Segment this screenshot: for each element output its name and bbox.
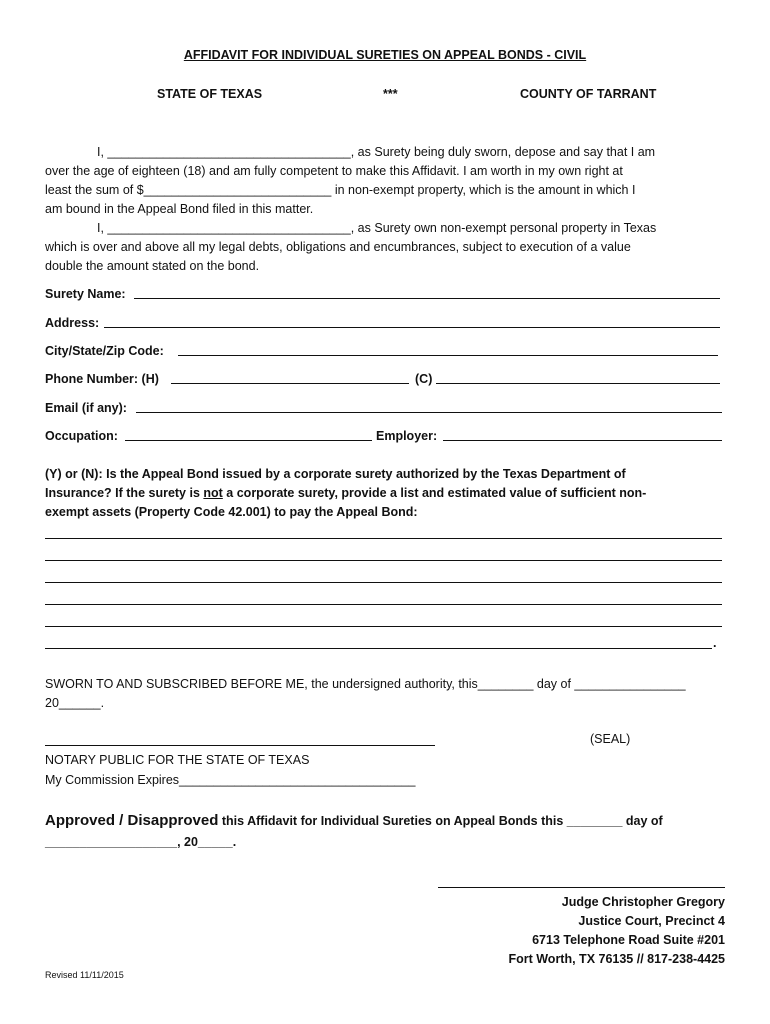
paragraph-1-line-1: I, ___________________________________, as Surety being duly sworn, depose and say that I am: [97, 145, 656, 159]
employer-field[interactable]: [443, 440, 722, 441]
judge-name: Judge Christopher Gregory: [561, 895, 725, 909]
address-field[interactable]: [104, 327, 720, 328]
address-label: Address:: [45, 316, 100, 330]
email-field[interactable]: [136, 412, 722, 413]
asset-line-5[interactable]: [45, 626, 722, 627]
city-state-zip-field[interactable]: [178, 355, 718, 356]
phone-home-label: Phone Number: (H): [45, 372, 159, 386]
city-state-zip-label: City/State/Zip Code:: [45, 344, 164, 358]
sworn-statement: [45, 675, 686, 713]
paragraph-1-line-4: am bound in the Appeal Bond filed in this matter.: [45, 202, 314, 216]
paragraph-1-line-2: over the age of eighteen (18) and am fully competent to make this Affidavit. I am worth in my own right at: [45, 164, 623, 178]
notary-block: [45, 750, 415, 790]
judge-block: [508, 893, 725, 969]
phone-cell-label: (C): [415, 372, 433, 386]
revised-date: Revised 11/11/2015: [45, 970, 124, 980]
surety-name-row: [45, 285, 725, 303]
court-name: Justice Court, Precinct 4: [578, 914, 725, 928]
state-label: STATE OF TEXAS: [157, 87, 263, 101]
occupation-field[interactable]: [125, 440, 372, 441]
question-line-3: exempt assets (Property Code 42.001) to pay the Appeal Bond:: [45, 505, 418, 519]
asset-line-4[interactable]: [45, 604, 722, 605]
approval-line-2: ___________________, 20_____.: [45, 835, 237, 849]
asset-list-period: .: [713, 636, 717, 650]
corporate-surety-question: [45, 465, 725, 522]
approval-text: this Affidavit for Individual Sureties on Appeal Bonds this ________ day of: [218, 814, 663, 828]
surety-name-label: Surety Name:: [45, 287, 126, 301]
affidavit-paragraph-2: [45, 219, 725, 276]
asset-line-3[interactable]: [45, 582, 722, 583]
commission-expires: My Commission Expires__________________________________: [45, 773, 416, 787]
paragraph-2-line-3: double the amount stated on the bond.: [45, 259, 260, 273]
document-title: AFFIDAVIT FOR INDIVIDUAL SURETIES ON APPEAL BONDS - CIVIL: [183, 48, 587, 62]
seal-label: (SEAL): [590, 732, 631, 746]
question-line-2: Insurance? If the surety is not a corporate surety, provide a list and estimated value of sufficient non-: [45, 486, 647, 500]
sworn-line-2: 20______.: [45, 696, 105, 710]
approval-line-1: [45, 810, 663, 832]
phone-cell-field[interactable]: [436, 383, 720, 384]
asset-line-2[interactable]: [45, 560, 722, 561]
paragraph-2-line-1: I, ___________________________________, as Surety own non-exempt personal property in Texas: [97, 221, 657, 235]
approved-option[interactable]: Approved: [45, 812, 116, 829]
affidavit-paragraph-1: [45, 143, 725, 219]
surety-name-field[interactable]: [134, 298, 720, 299]
email-row: [45, 399, 725, 417]
occupation-label: Occupation:: [45, 429, 118, 443]
sworn-line-1: SWORN TO AND SUBSCRIBED BEFORE ME, the undersigned authority, this________ day of ________________: [45, 677, 686, 691]
judge-signature-line[interactable]: [438, 887, 725, 888]
notary-signature-line[interactable]: [45, 745, 435, 746]
disapproved-option[interactable]: Disapproved: [127, 812, 219, 829]
approval-slash: /: [115, 812, 128, 829]
paragraph-2-line-2: which is over and above all my legal debts, obligations and encumbrances, subject to execution of a value: [45, 240, 631, 254]
county-label: COUNTY OF TARRANT: [520, 87, 657, 101]
notary-title: NOTARY PUBLIC FOR THE STATE OF TEXAS: [45, 753, 310, 767]
email-label: Email (if any):: [45, 401, 127, 415]
approval-statement: [45, 810, 663, 853]
phone-row: [45, 370, 725, 388]
court-city-phone: Fort Worth, TX 76135 // 817-238-4425: [508, 952, 725, 966]
court-address: 6713 Telephone Road Suite #201: [532, 933, 725, 947]
paragraph-1-line-3: least the sum of $___________________________ in non-exempt property, which is the amount in which I: [45, 183, 636, 197]
asset-line-1[interactable]: [45, 538, 722, 539]
emphasis-not: not: [203, 486, 223, 500]
question-line-1: (Y) or (N): Is the Appeal Bond issued by a corporate surety authorized by the Texas Department of: [45, 467, 626, 481]
asset-line-6[interactable]: [45, 648, 712, 649]
separator: ***: [383, 87, 398, 101]
employer-label: Employer:: [376, 429, 438, 443]
city-state-zip-row: [45, 342, 725, 360]
phone-home-field[interactable]: [171, 383, 409, 384]
address-row: [45, 314, 725, 332]
